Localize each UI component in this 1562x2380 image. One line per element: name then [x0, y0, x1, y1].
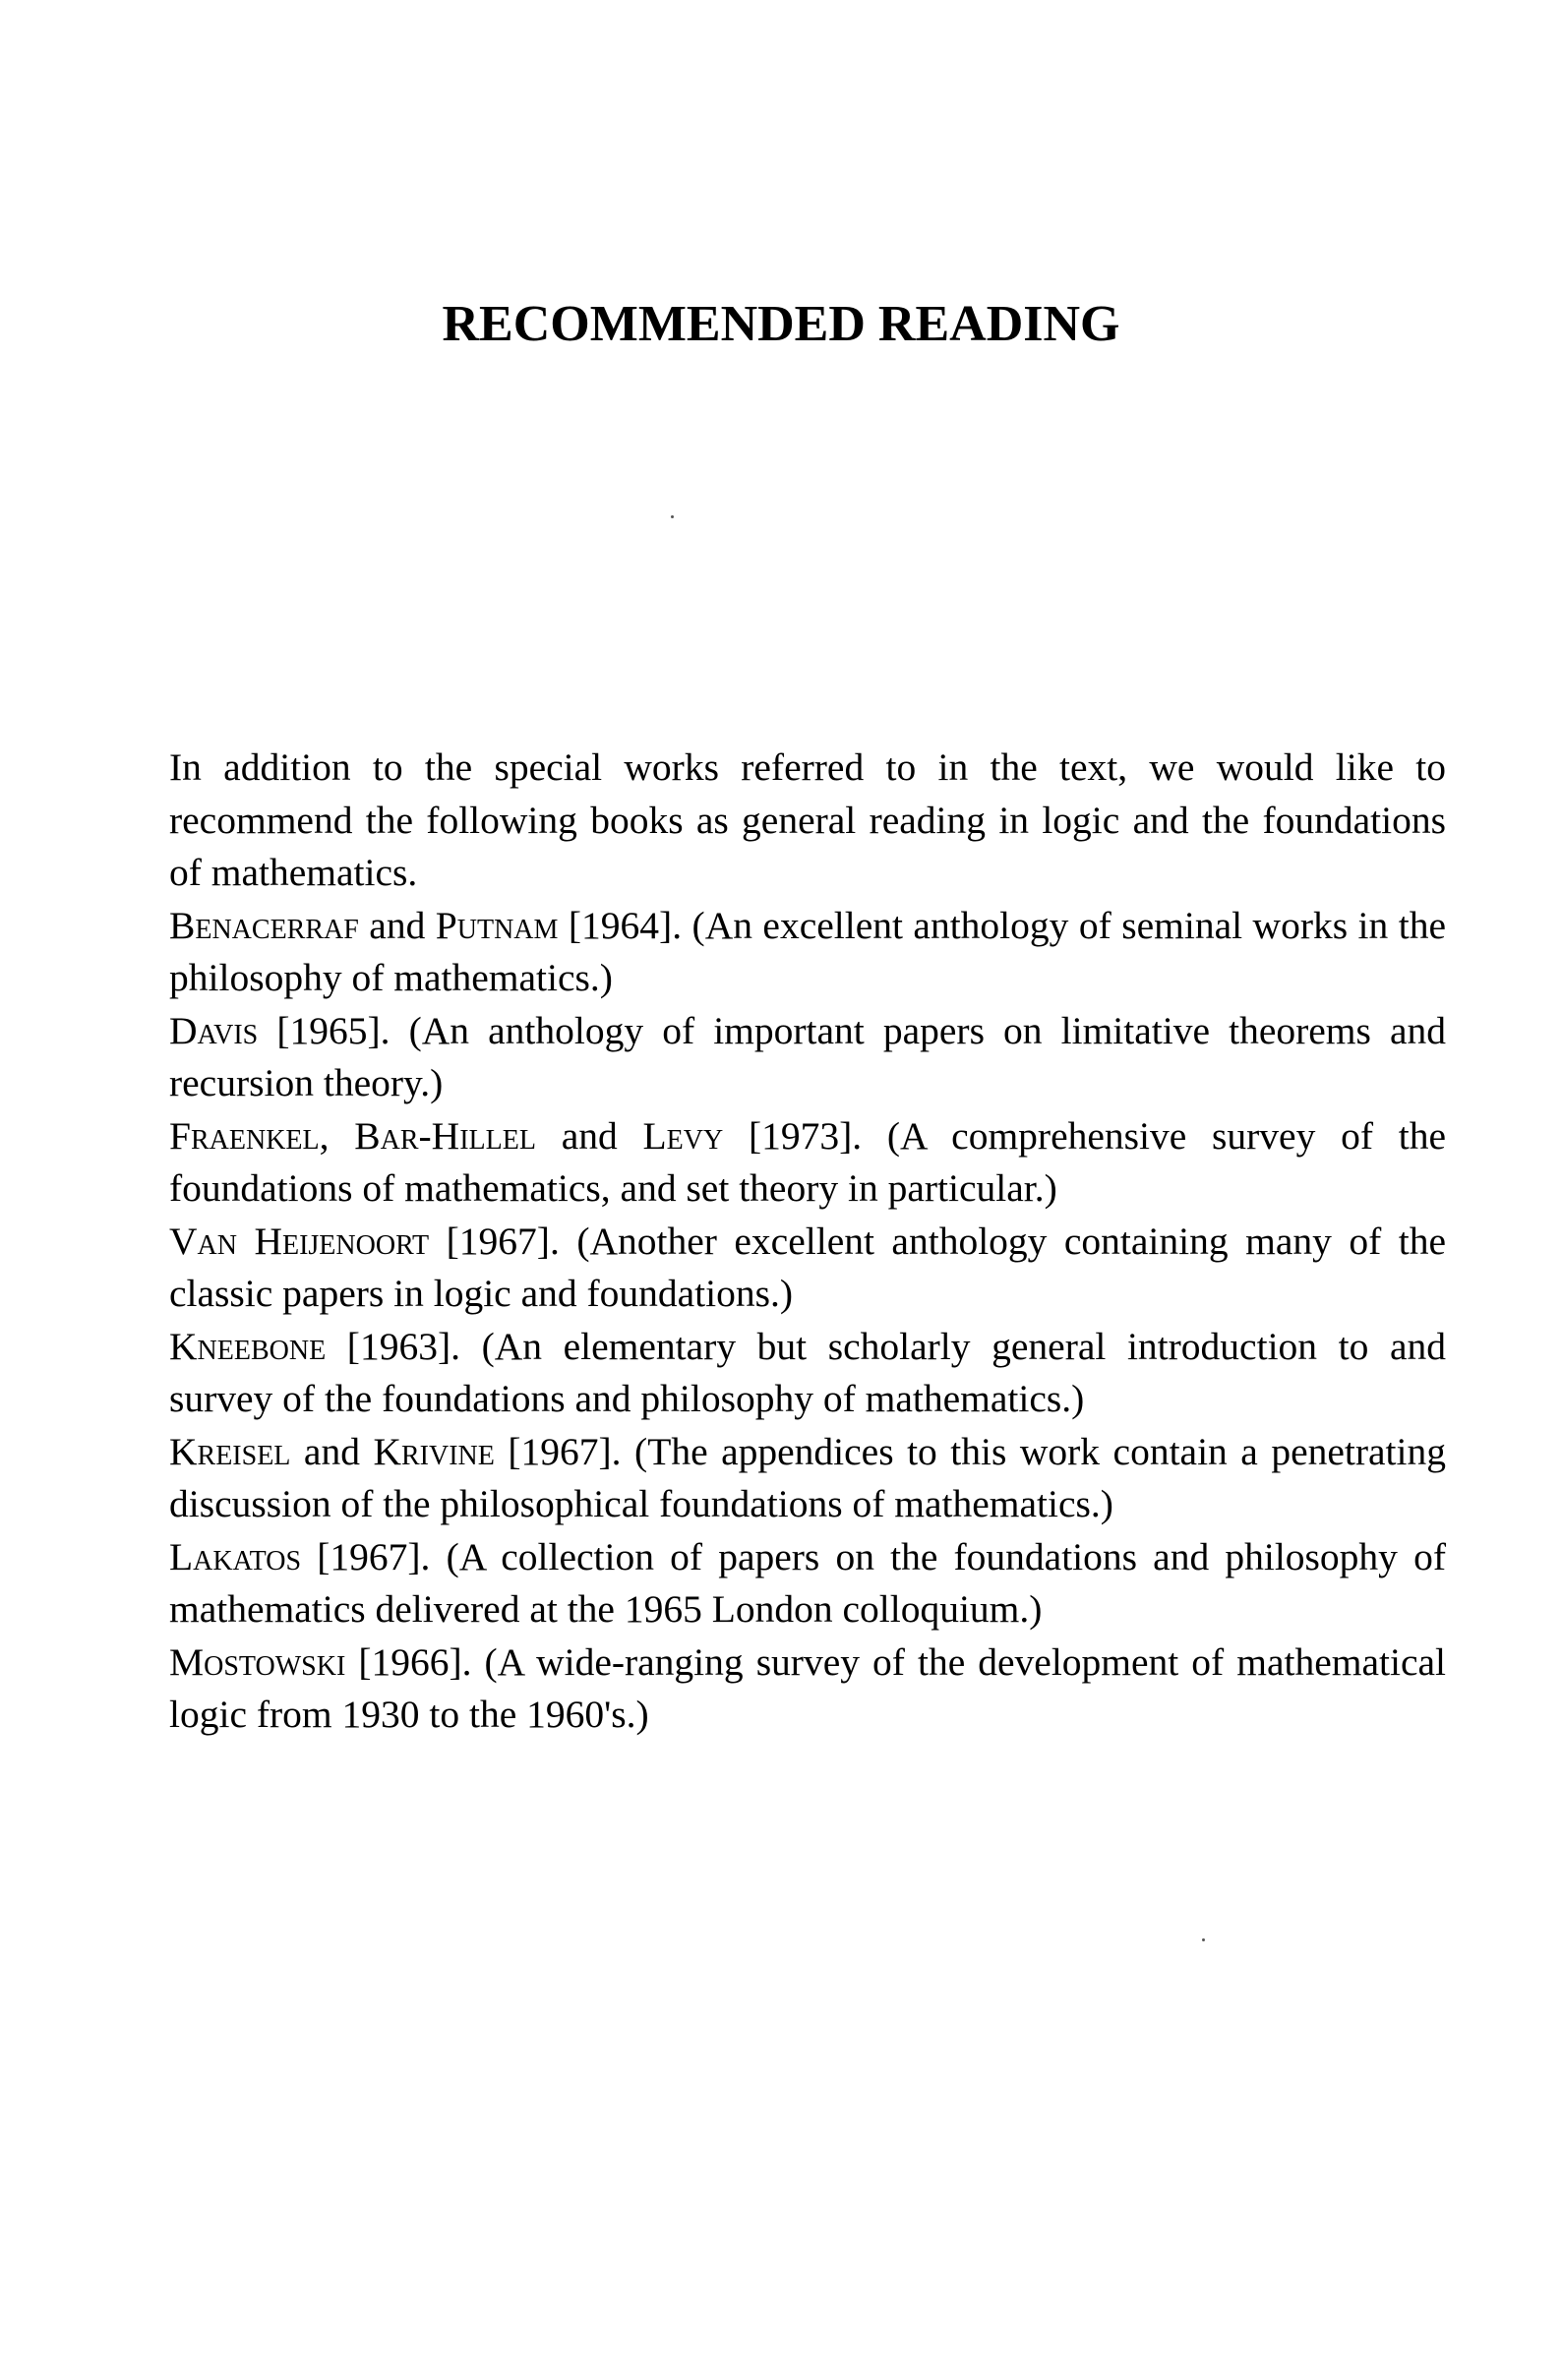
author-name: Benacerraf: [169, 903, 359, 947]
entry-description: . (Another excellent anthology containing many of the classic papers in logic and foundations.): [169, 1219, 1446, 1315]
publication-year: [1965]: [276, 1008, 381, 1052]
author-name: Levy: [642, 1113, 724, 1158]
author-separator: and: [535, 1113, 643, 1158]
entry-description: . (A collection of papers on the foundations and philosophy of mathematics delivered at the 1965 London colloquium.): [169, 1534, 1446, 1631]
author-name: Mostowski: [169, 1639, 346, 1684]
entry-description: . (The appendices to this work contain a penetrating discussion of the philosophical foundations of mathematics.): [169, 1429, 1446, 1525]
entry-description: . (An anthology of important papers on limitative theorems and recursion theory.): [169, 1008, 1446, 1104]
reading-entry: [169, 1216, 1446, 1321]
author-name: Fraenkel: [169, 1113, 320, 1158]
body-text: [169, 742, 1446, 1742]
author-name: Lakatos: [169, 1534, 302, 1578]
entry-description: . (A comprehensive survey of the foundations of mathematics, and set theory in particular.): [169, 1113, 1447, 1210]
author-name: Bar-Hillel: [354, 1113, 536, 1158]
scan-speck: [671, 515, 674, 518]
reading-entry: [169, 1636, 1446, 1742]
reading-entry: [169, 1005, 1446, 1110]
author-separator: and: [290, 1429, 374, 1473]
author-name: Kreisel: [169, 1429, 291, 1473]
author-name: Putnam: [435, 903, 559, 947]
reading-entry: [169, 1110, 1446, 1216]
reading-entry: [169, 1321, 1446, 1426]
reading-entry: [169, 1426, 1446, 1531]
publication-year: [1964]: [568, 903, 673, 947]
entry-description: . (A wide-ranging survey of the development of mathematical logic from 1930 to the 1960's.): [169, 1639, 1446, 1736]
publication-year: [1966]: [358, 1639, 462, 1684]
author-name: Kneebone: [169, 1324, 327, 1368]
page-title: RECOMMENDED READING: [442, 296, 1120, 352]
scan-speck: [1202, 1938, 1205, 1941]
reading-entry: [169, 1531, 1446, 1636]
publication-year: [1963]: [346, 1324, 451, 1368]
author-name: Krivine: [373, 1429, 495, 1473]
publication-year: [1973]: [748, 1113, 853, 1158]
intro-paragraph: In addition to the special works referred to in the text, we would like to recommend the following books as general reading in logic and the foundations of mathematics.: [169, 745, 1446, 894]
author-name: Van Heijenoort: [169, 1219, 430, 1263]
author-separator: ,: [319, 1113, 355, 1158]
entry-description: . (An excellent anthology of seminal works in the philosophy of mathematics.): [169, 903, 1446, 999]
author-name: Davis: [169, 1008, 259, 1052]
publication-year: [1967]: [508, 1429, 612, 1473]
reading-list: [169, 900, 1446, 1742]
author-separator: and: [358, 903, 436, 947]
publication-year: [1967]: [446, 1219, 550, 1263]
publication-year: [1967]: [317, 1534, 421, 1578]
entry-description: . (An elementary but scholarly general introduction to and survey of the foundations and philosophy of mathematics.): [169, 1324, 1447, 1420]
reading-entry: [169, 900, 1446, 1005]
